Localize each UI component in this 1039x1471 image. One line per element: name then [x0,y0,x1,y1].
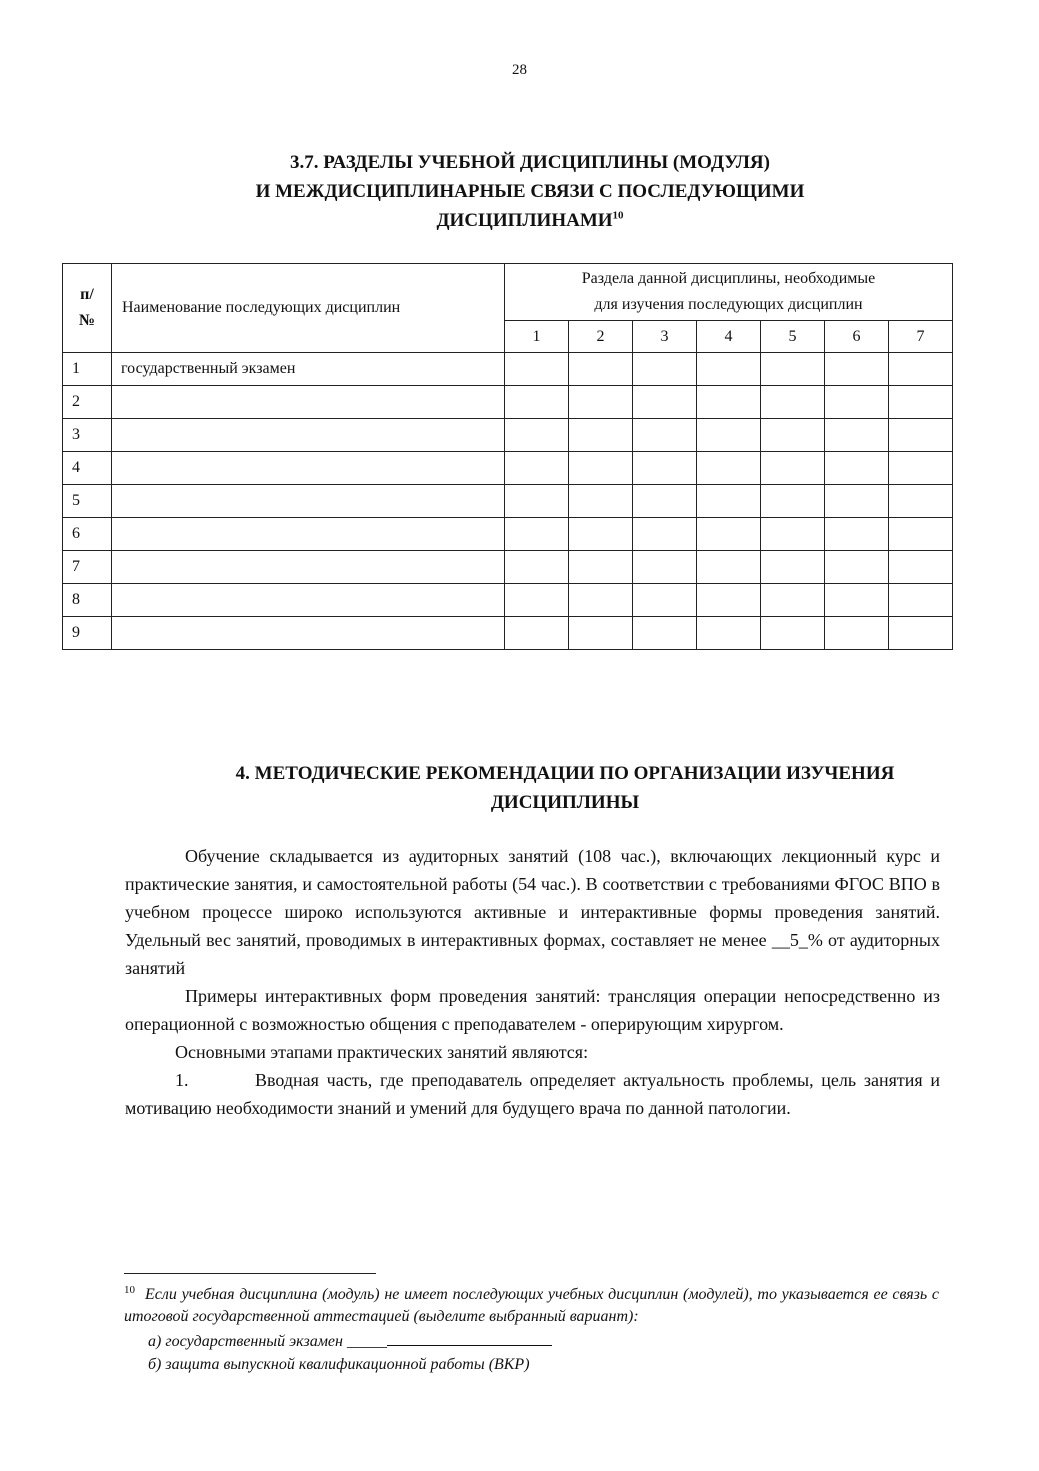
section-4-title-line1: 4. МЕТОДИЧЕСКИЕ РЕКОМЕНДАЦИИ ПО ОРГАНИЗАЦИИ ИЗУЧЕНИЯ [235,763,895,784]
section-mark-cell-2[interactable] [569,386,633,419]
section-mark-cell-3[interactable] [633,386,697,419]
table-row [63,452,953,485]
section-4-title [150,759,980,817]
section-mark-cell-5[interactable] [761,617,825,650]
table-body [63,353,953,650]
section-3-7-title [80,148,980,235]
footnote-option-a [148,1330,552,1353]
section-mark-cell-2[interactable] [569,419,633,452]
section-mark-cell-6[interactable] [825,485,889,518]
section-mark-cell-1[interactable] [505,353,569,386]
paragraph-interactive-examples: Примеры интерактивных форм проведения занятий: трансляция операции непосредственно из операционной с возможностью общения с преподавателем - оперирующим хирургом. [125,986,940,1034]
footnote-reference: 10 [612,209,624,222]
table-row [63,386,953,419]
section-mark-cell-2[interactable] [569,551,633,584]
section-mark-cell-4[interactable] [697,551,761,584]
section-mark-cell-2[interactable] [569,518,633,551]
section-mark-cell-7[interactable] [889,518,953,551]
discipline-name-cell[interactable] [112,386,505,419]
section-mark-cell-6[interactable] [825,419,889,452]
footnote-text: Если учебная дисциплина (модуль) не имеет последующих учебных дисциплин (модулей), то указывается ее связь с итоговой государственной аттестацией (выделите выбранный вариант): [124,1286,939,1325]
section-mark-cell-1[interactable] [505,551,569,584]
footnote-separator [124,1273,376,1274]
interdisciplinary-links-table [62,263,953,650]
section-mark-cell-1[interactable] [505,386,569,419]
section-mark-cell-7[interactable] [889,584,953,617]
section-mark-cell-3[interactable] [633,617,697,650]
section-mark-cell-7[interactable] [889,353,953,386]
discipline-name-cell[interactable] [112,452,505,485]
row-number: 2 [63,386,112,419]
header-sections-line1: Раздела данной дисциплины, необходимые [581,270,876,287]
column-number-6: 6 [825,321,889,353]
page-number: 28 [512,62,527,78]
section-mark-cell-1[interactable] [505,419,569,452]
table-row [63,518,953,551]
section-mark-cell-2[interactable] [569,353,633,386]
selection-blank [387,1331,552,1346]
column-number-2: 2 [569,321,633,353]
list-item-text: Вводная часть, где преподаватель определяет актуальность проблемы, цель занятия и мотивацию необходимости знаний и умений для будущего врача по данной патологии. [125,1070,940,1118]
column-number-3: 3 [633,321,697,353]
row-number: 5 [63,485,112,518]
discipline-name-cell[interactable] [112,518,505,551]
section-mark-cell-5[interactable] [761,551,825,584]
section-mark-cell-5[interactable] [761,518,825,551]
footnote-option-b: б) защита выпускной квалификационной работы (ВКР) [148,1356,530,1373]
section-mark-cell-6[interactable] [825,353,889,386]
table-row [63,485,953,518]
section-mark-cell-1[interactable] [505,485,569,518]
row-number: 1 [63,353,112,386]
section-mark-cell-4[interactable] [697,353,761,386]
section-mark-cell-4[interactable] [697,452,761,485]
section-mark-cell-4[interactable] [697,617,761,650]
section-mark-cell-4[interactable] [697,485,761,518]
column-number-5: 5 [761,321,825,353]
header-sections-line2: для изучения последующих дисциплин [594,296,863,313]
section-mark-cell-6[interactable] [825,617,889,650]
footnote-mark: 10 [124,1283,135,1296]
table-row [63,353,953,386]
table-row [63,584,953,617]
section-mark-cell-2[interactable] [569,485,633,518]
section-3-7-title-line2: И МЕЖДИСЦИПЛИНАРНЫЕ СВЯЗИ С ПОСЛЕДУЮЩИМИ [255,181,805,202]
footnote [124,1284,939,1328]
table-row [63,617,953,650]
section-mark-cell-7[interactable] [889,485,953,518]
section-mark-cell-4[interactable] [697,386,761,419]
section-mark-cell-5[interactable] [761,452,825,485]
header-row-number-line1: п/ [80,286,94,303]
discipline-name-cell[interactable]: государственный экзамен [112,353,505,386]
row-number: 7 [63,551,112,584]
section-mark-cell-4[interactable] [697,584,761,617]
methodology-text [125,842,940,1122]
section-mark-cell-7[interactable] [889,452,953,485]
footnote-option-a-text: а) государственный экзамен _____ [148,1333,387,1350]
section-mark-cell-3[interactable] [633,485,697,518]
section-mark-cell-7[interactable] [889,617,953,650]
paragraph-practical-stages: Основными этапами практических занятий являются: [175,1042,589,1062]
table-row [63,551,953,584]
section-mark-cell-5[interactable] [761,353,825,386]
section-mark-cell-5[interactable] [761,419,825,452]
row-number: 8 [63,584,112,617]
row-number: 3 [63,419,112,452]
row-number: 9 [63,617,112,650]
section-mark-cell-2[interactable] [569,452,633,485]
discipline-name-cell[interactable] [112,419,505,452]
section-mark-cell-6[interactable] [825,386,889,419]
paragraph-study-structure: Обучение складывается из аудиторных занятий (108 час.), включающих лекционный курс и практические занятия, и самостоятельной работы (54 час.). В соответствии с требованиями ФГОС ВПО в учебном процессе широко используются активные и интерактивные формы проведения занятий. Удельный вес занятий, проводимых в интерактивных формах, составляет не менее __5_% от аудиторных занятий [125,846,940,978]
section-mark-cell-7[interactable] [889,386,953,419]
discipline-name-cell[interactable] [112,485,505,518]
section-mark-cell-1[interactable] [505,584,569,617]
section-mark-cell-1[interactable] [505,452,569,485]
header-sections-group [505,264,953,321]
section-mark-cell-6[interactable] [825,452,889,485]
row-number: 6 [63,518,112,551]
section-mark-cell-3[interactable] [633,452,697,485]
section-3-7-title-line3-text: ДИСЦИПЛИНАМИ [436,210,613,231]
list-item-intro [125,1066,940,1122]
list-item-number: 1. [175,1070,189,1090]
column-number-7: 7 [889,321,953,353]
discipline-name-cell[interactable] [112,617,505,650]
section-mark-cell-4[interactable] [697,518,761,551]
row-number: 4 [63,452,112,485]
section-mark-cell-3[interactable] [633,584,697,617]
table-row [63,419,953,452]
column-number-4: 4 [697,321,761,353]
section-mark-cell-4[interactable] [697,419,761,452]
section-mark-cell-6[interactable] [825,584,889,617]
section-3-7-title-line3 [80,206,980,235]
section-mark-cell-1[interactable] [505,518,569,551]
section-mark-cell-7[interactable] [889,419,953,452]
section-mark-cell-3[interactable] [633,551,697,584]
section-3-7-title-line1: 3.7. РАЗДЕЛЫ УЧЕБНОЙ ДИСЦИПЛИНЫ (МОДУЛЯ) [290,152,770,173]
section-mark-cell-2[interactable] [569,617,633,650]
section-mark-cell-3[interactable] [633,419,697,452]
section-mark-cell-6[interactable] [825,551,889,584]
section-mark-cell-6[interactable] [825,518,889,551]
section-mark-cell-1[interactable] [505,617,569,650]
section-mark-cell-3[interactable] [633,353,697,386]
section-mark-cell-5[interactable] [761,584,825,617]
section-mark-cell-5[interactable] [761,386,825,419]
section-4-title-line2: ДИСЦИПЛИНЫ [490,792,640,813]
header-discipline-name: Наименование последующих дисциплин [112,264,505,353]
section-mark-cell-3[interactable] [633,518,697,551]
section-mark-cell-2[interactable] [569,584,633,617]
header-row-number [63,264,112,353]
section-mark-cell-5[interactable] [761,485,825,518]
discipline-name-cell[interactable] [112,584,505,617]
section-mark-cell-7[interactable] [889,551,953,584]
column-number-1: 1 [505,321,569,353]
discipline-name-cell[interactable] [112,551,505,584]
header-row-number-line2: № [78,312,96,329]
